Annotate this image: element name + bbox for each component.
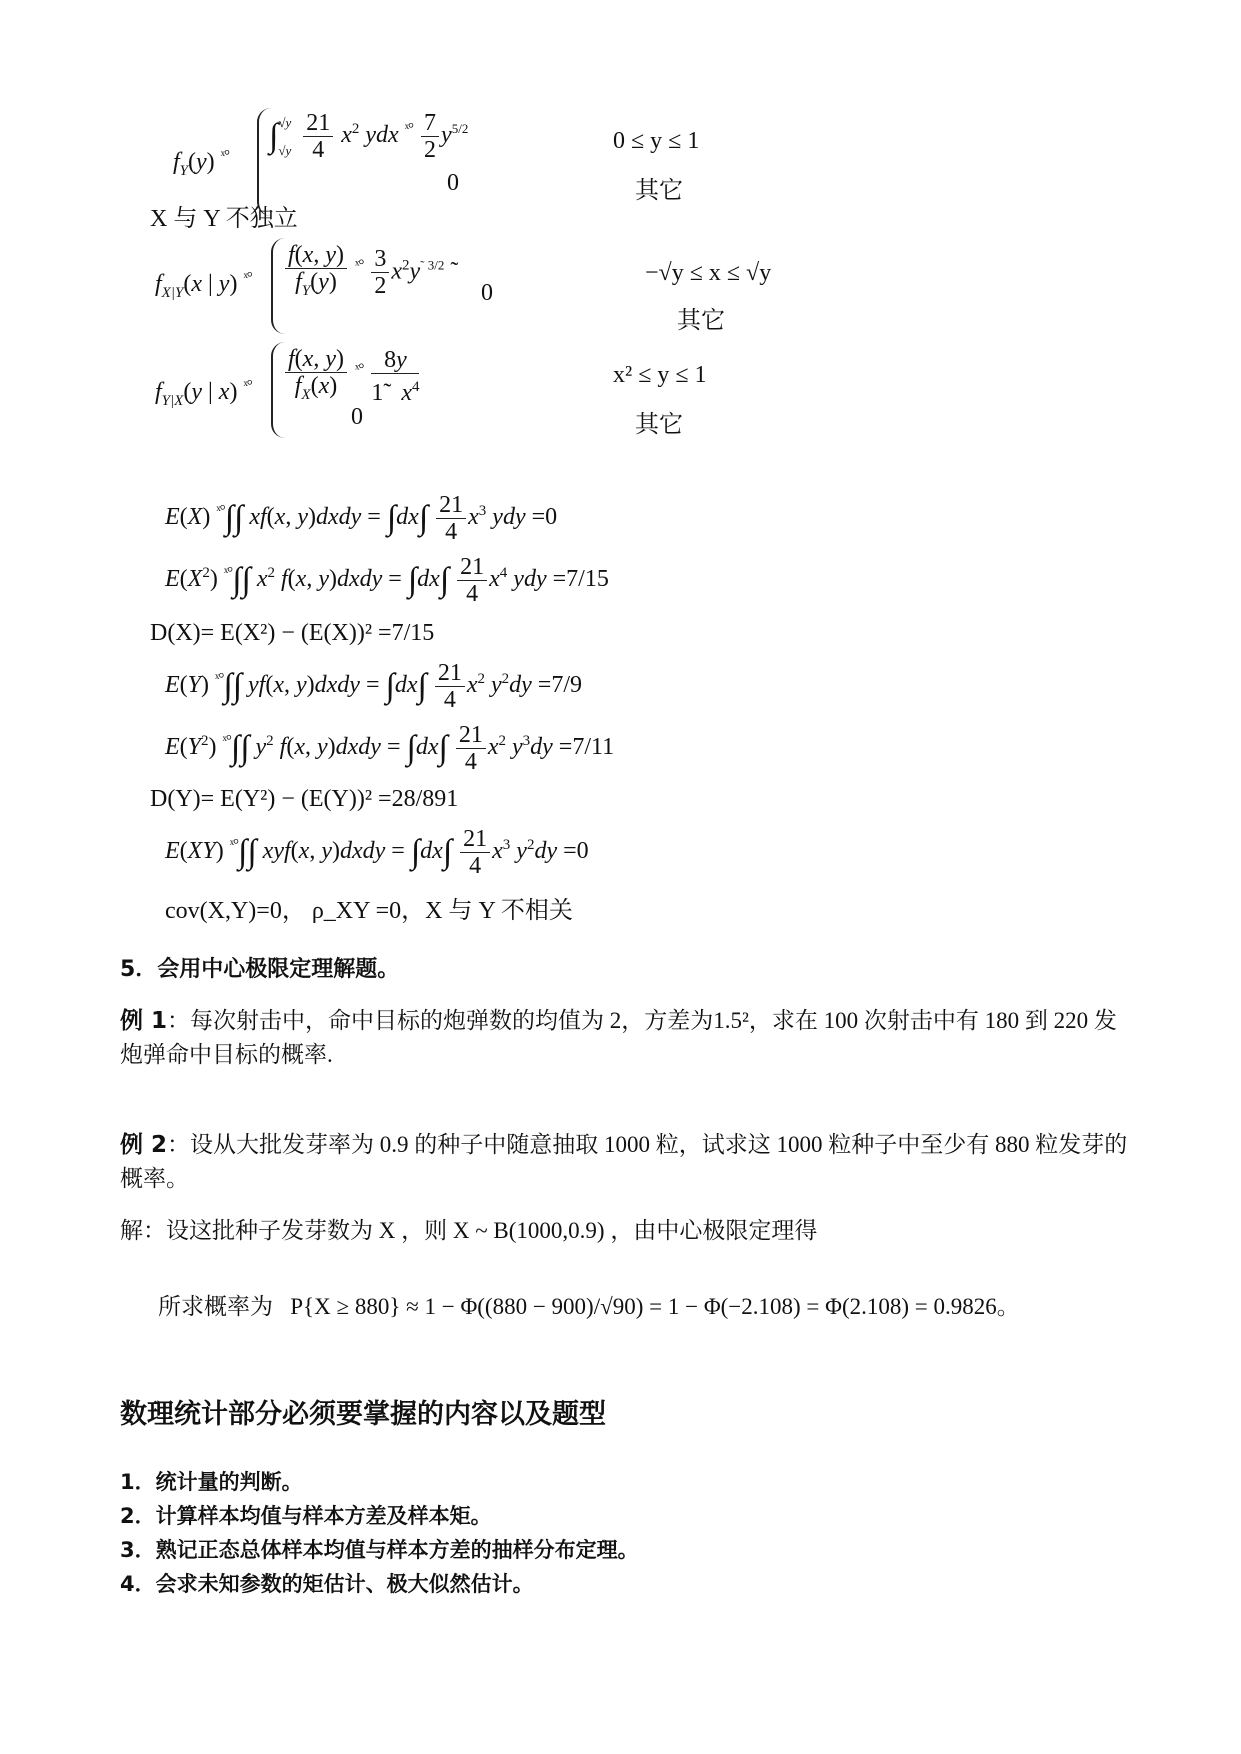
EX2-result: =7/15 — [552, 566, 609, 593]
formula-fYgivenX: $f_{Y|X}(y$ | x) $^{ˣ^\circ}$ $\frac{f(x, y)}{f_X(x)}$ $^{ˣ^\circ}$ $\frac{8y}{1̃ x^4}$ 0 x² ≤ y ≤ 1 其它 — [165, 342, 1065, 442]
formula-cov: cov(X,Y)=0， ρ_XY =0，X 与 Y 不相关 — [165, 898, 573, 924]
fYgivenX-cond1: x² ≤ y ≤ 1 — [613, 362, 707, 388]
independence-statement: X 与 Y 不独立 — [150, 206, 298, 232]
solution-result-formula: P{X ≥ 880} ≈ 1 − Φ((880 − 900)/√90) = 1 − Φ(−2.108) = Φ(2.108) = 0.9826。 — [290, 1294, 1020, 1319]
stats-section-title: 数理统计部分必须要掌握的内容以及题型 — [120, 1399, 606, 1430]
EY-result: =7/9 — [537, 672, 582, 699]
formula-DX: D(X)= E(X²) − (E(X))² =7/15 — [150, 620, 435, 646]
fXgivenY-cond1: −√y ≤ x ≤ √y — [645, 260, 772, 286]
section-5-heading: 5．会用中心极限定理解题。 — [120, 957, 400, 982]
formula-EY2: $E(Y^2)$ $^{ˣ^\circ}$∫∫ $y^2$ f(x, y)dxdy = ∫dx∫ $\frac{21}{4}$ $x^2$ $y^3dy =7/11$ — [165, 722, 615, 775]
example-1-label: 例 1 — [120, 1008, 168, 1034]
example-1-text: ：每次射击中，命中目标的炮弹数的均值为 2，方差为1.5²，求在 100 次射击中有 180 到 220 发炮弹命中目标的概率. — [120, 1008, 1117, 1067]
stats-item-4: 4．会求未知参数的矩估计、极大似然估计。 — [120, 1572, 534, 1596]
fXgivenY-case2: 0 — [481, 280, 493, 306]
formula-fXgivenY: $f_{X|Y}(x$ | y) $^{ˣ^\circ}$ $\frac{f(x, y)}{f_Y(y)}$ $^{ˣ^\circ}$ $\frac{3}{2}$ $x^2y^{˜ 3/2}$ ˜ 0 −√y ≤ x ≤ √y 其它 — [165, 238, 1065, 338]
EX-result: =0 — [531, 504, 558, 531]
formula-DY: D(Y)= E(Y²) − (E(Y))² =28/891 — [150, 786, 459, 812]
solution-intro: 解：设这批种子发芽数为 X ，则 X ~ B(1000,0.9) ，由中心极限定理得 — [120, 1218, 818, 1243]
formula-EX: E(X) $^{ˣ^\circ}$∫∫ xf(x, y)dxdy = ∫dx∫ $\frac{21}{4}$ $x^3$ ydy =0 — [165, 492, 558, 545]
fYgivenX-case2: 0 — [351, 404, 363, 430]
solution-result — [158, 1290, 1168, 1324]
stats-item-3: 3．熟记正态总体样本均值与样本方差的抽样分布定理。 — [120, 1538, 639, 1562]
fY-case2: 0 — [447, 170, 459, 196]
fY-cond2: 其它 — [635, 178, 683, 204]
stats-item-2: 2．计算样本均值与样本方差及样本矩。 — [120, 1504, 492, 1528]
EXY-result: =0 — [563, 838, 589, 865]
example-2-label: 例 2 — [120, 1132, 168, 1158]
example-1 — [120, 1004, 1130, 1072]
formula-EXY: E(XY) $^{ˣ^\circ}$∫∫ xyf(x, y)dxdy = ∫dx∫ $\frac{21}{4}$ $x^3$ $y^2dy =0$ — [165, 826, 589, 879]
solution-result-prefix: 所求概率为 — [158, 1294, 273, 1319]
fXgivenY-cond2: 其它 — [677, 308, 725, 334]
stats-item-1: 1．统计量的判断。 — [120, 1470, 303, 1494]
fYgivenX-cond2: 其它 — [635, 412, 683, 438]
formula-EY: E(Y) $^{ˣ^\circ}$∫∫ yf(x, y)dxdy = ∫dx∫ $\frac{21}{4}$ $x^2$ $y^2dy =7/9$ — [165, 660, 582, 713]
example-2 — [120, 1128, 1130, 1196]
fY-cond1: 0 ≤ y ≤ 1 — [613, 128, 700, 154]
formula-fY: $f_Y(y)$ $^{ˣ^\circ}$ ∫√y √y $\frac{21}{4}$ $x^2$ ydx $^{ˣ^\circ}$ $\frac{7}{2}$ $y^{5/2}$ 0 0 ≤ y ≤ 1 其它 — [165, 108, 1065, 218]
example-2-text: ：设从大批发芽率为 0.9 的种子中随意抽取 1000 粒，试求这 1000 粒种子中至少有 880 粒发芽的概率。 — [120, 1132, 1128, 1191]
formula-EX2: $E(X^2)$ $^{ˣ^\circ}$∫∫ $x^2$ f(x, y)dxdy = ∫dx∫ $\frac{21}{4}$ $x^4$ ydy =7/15 — [165, 554, 609, 607]
EY2-result: =7/11 — [558, 734, 615, 761]
